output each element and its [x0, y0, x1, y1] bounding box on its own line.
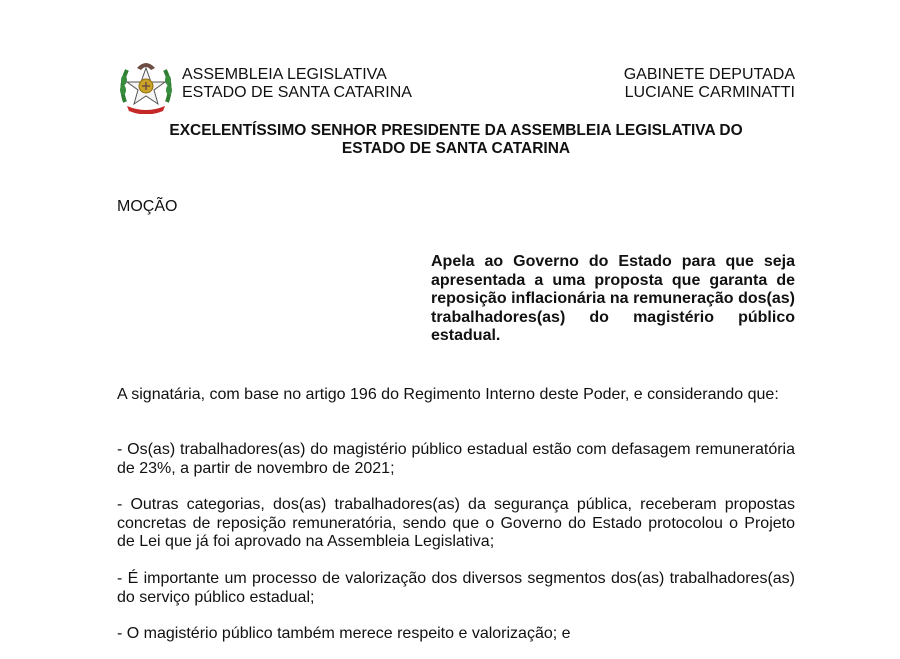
letterhead — [117, 56, 795, 116]
office-name — [624, 66, 795, 102]
addressee-heading — [117, 122, 795, 158]
motion-summary: Apela ao Governo do Estado para que seja apresentada a uma proposta que garanta de reposição inflacionária na remuneração dos(as) trabalhadores(as) do magistério público estadual. — [431, 253, 795, 344]
paragraph-item-4: - O magistério público também merece respeito e valorização; e — [117, 625, 571, 642]
assembly-name-line2: ESTADO DE SANTA CATARINA — [182, 84, 412, 101]
assembly-name-line1: ASSEMBLEIA LEGISLATIVA — [182, 66, 387, 83]
document-type: MOÇÃO — [117, 198, 178, 215]
paragraph-item-3: - É importante um processo de valorização dos diversos segmentos dos(as) trabalhadores(as) do serviço público estadual; — [117, 570, 795, 606]
addressee-line1: EXCELENTÍSSIMO SENHOR PRESIDENTE DA ASSEMBLEIA LEGISLATIVA DO — [169, 122, 743, 139]
addressee-line2: ESTADO DE SANTA CATARINA — [341, 140, 571, 157]
state-coat-of-arms-icon — [117, 58, 175, 114]
office-name-line1: GABINETE DEPUTADA — [623, 66, 795, 83]
assembly-name — [182, 66, 412, 102]
office-name-line2: LUCIANE CARMINATTI — [624, 84, 795, 101]
paragraph-intro: A signatária, com base no artigo 196 do Regimento Interno deste Poder, e considerando que: — [117, 386, 779, 403]
paragraph-item-1: - Os(as) trabalhadores(as) do magistério público estadual estão com defasagem remuneratória de 23%, a partir de novembro de 2021; — [117, 441, 795, 477]
paragraph-item-2: - Outras categorias, dos(as) trabalhadores(as) da segurança pública, receberam propostas concretas de reposição remuneratória, sendo que o Governo do Estado protocolou o Projeto de Lei que já foi aprovado na Assembleia Legislativa; — [117, 496, 795, 550]
